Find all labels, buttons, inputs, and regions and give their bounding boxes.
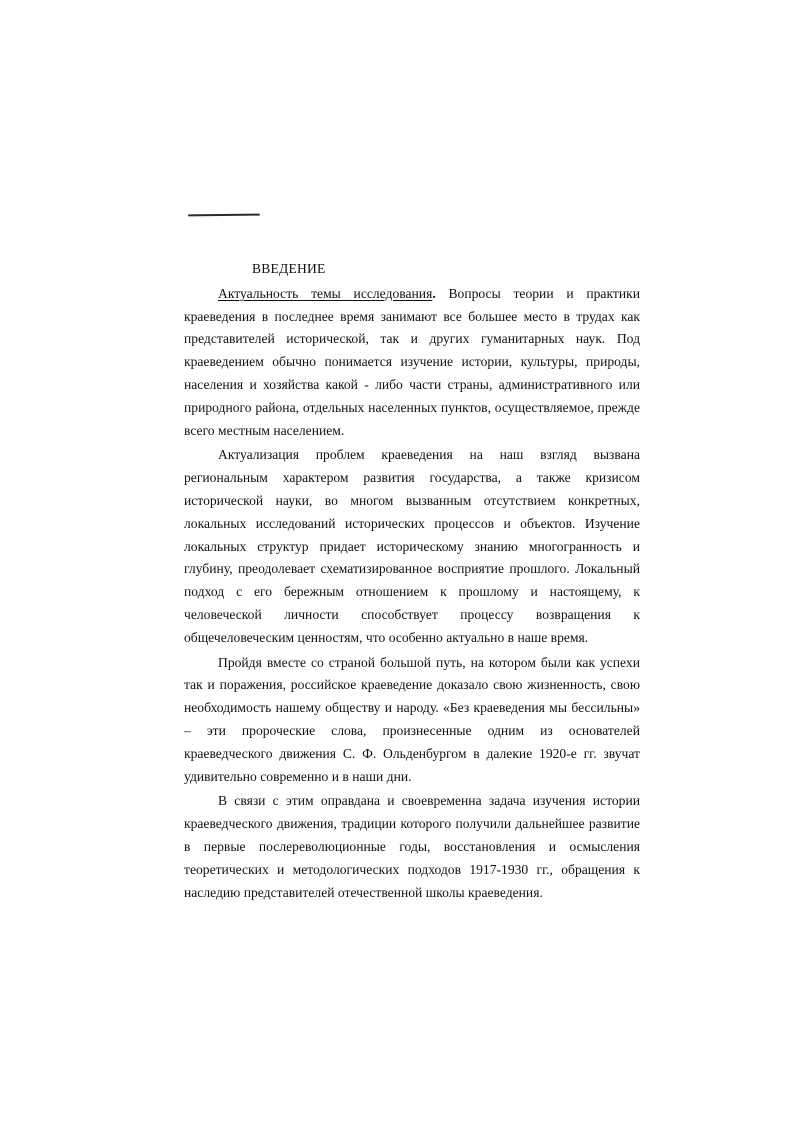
paragraph-path: Пройдя вместе со страной большой путь, на котором были как успехи так и поражения, российское краеведение доказало свою жизненность, свою необходимость нашему обществу и народу. «Без краеведения мы бессильны» – эти пророческие слова, произнесенные одним из основателей краеведческого движения С. Ф. Ольденбургом в далекие 1920-е гг. звучат удивительно современно и в наши дни.	[184, 654, 640, 784]
intro-lead-phrase: Актуальность темы исследования	[218, 285, 433, 301]
paragraph-actualization: Актуализация проблем краеведения на наш взгляд вызвана региональным характером развития государства, а также кризисом исторической науки, во многом вызванным отсутствием конкретных, локальных исследований исторических процессов и объектов. Изучение локальных структур придает историческому знанию многогранность и глубину, преодолевает схематизированное восприятие прошлого. Локальный подход с его бережным отношением к прошлому и настоящему, к человеческой личности способствует процессу возвращения к общечеловеческим ценностям, что особенно актуально в наше время.	[184, 447, 640, 645]
paragraph-task: В связи с этим оправдана и своевременна задача изучения истории краеведческого движения, традиции которого получили дальнейшее развитие в первые послереволюционные годы, восстановления и осмысления теоретических и методологических подходов 1917-1930 гг., обращения к наследию представителей отечественной школы краеведения.	[184, 793, 640, 900]
intro-paragraph-text: Вопросы теории и практики краеведения в последнее время занимают все большее место в трудах как представителей исторической, так и других гуманитарных наук. Под краеведением обычно понимается изучение истории, культуры, природы, населения и хозяйства какой - либо части страны, административного или природного района, отдельных населенных пунктов, осуществляемое, прежде всего местным населением.	[184, 285, 640, 438]
document-body	[184, 258, 640, 904]
intro-lead-dot: .	[432, 285, 436, 301]
section-heading: ВВЕДЕНИЕ	[252, 261, 326, 276]
intro-paragraph	[184, 283, 640, 443]
scan-mark-line	[188, 214, 260, 217]
